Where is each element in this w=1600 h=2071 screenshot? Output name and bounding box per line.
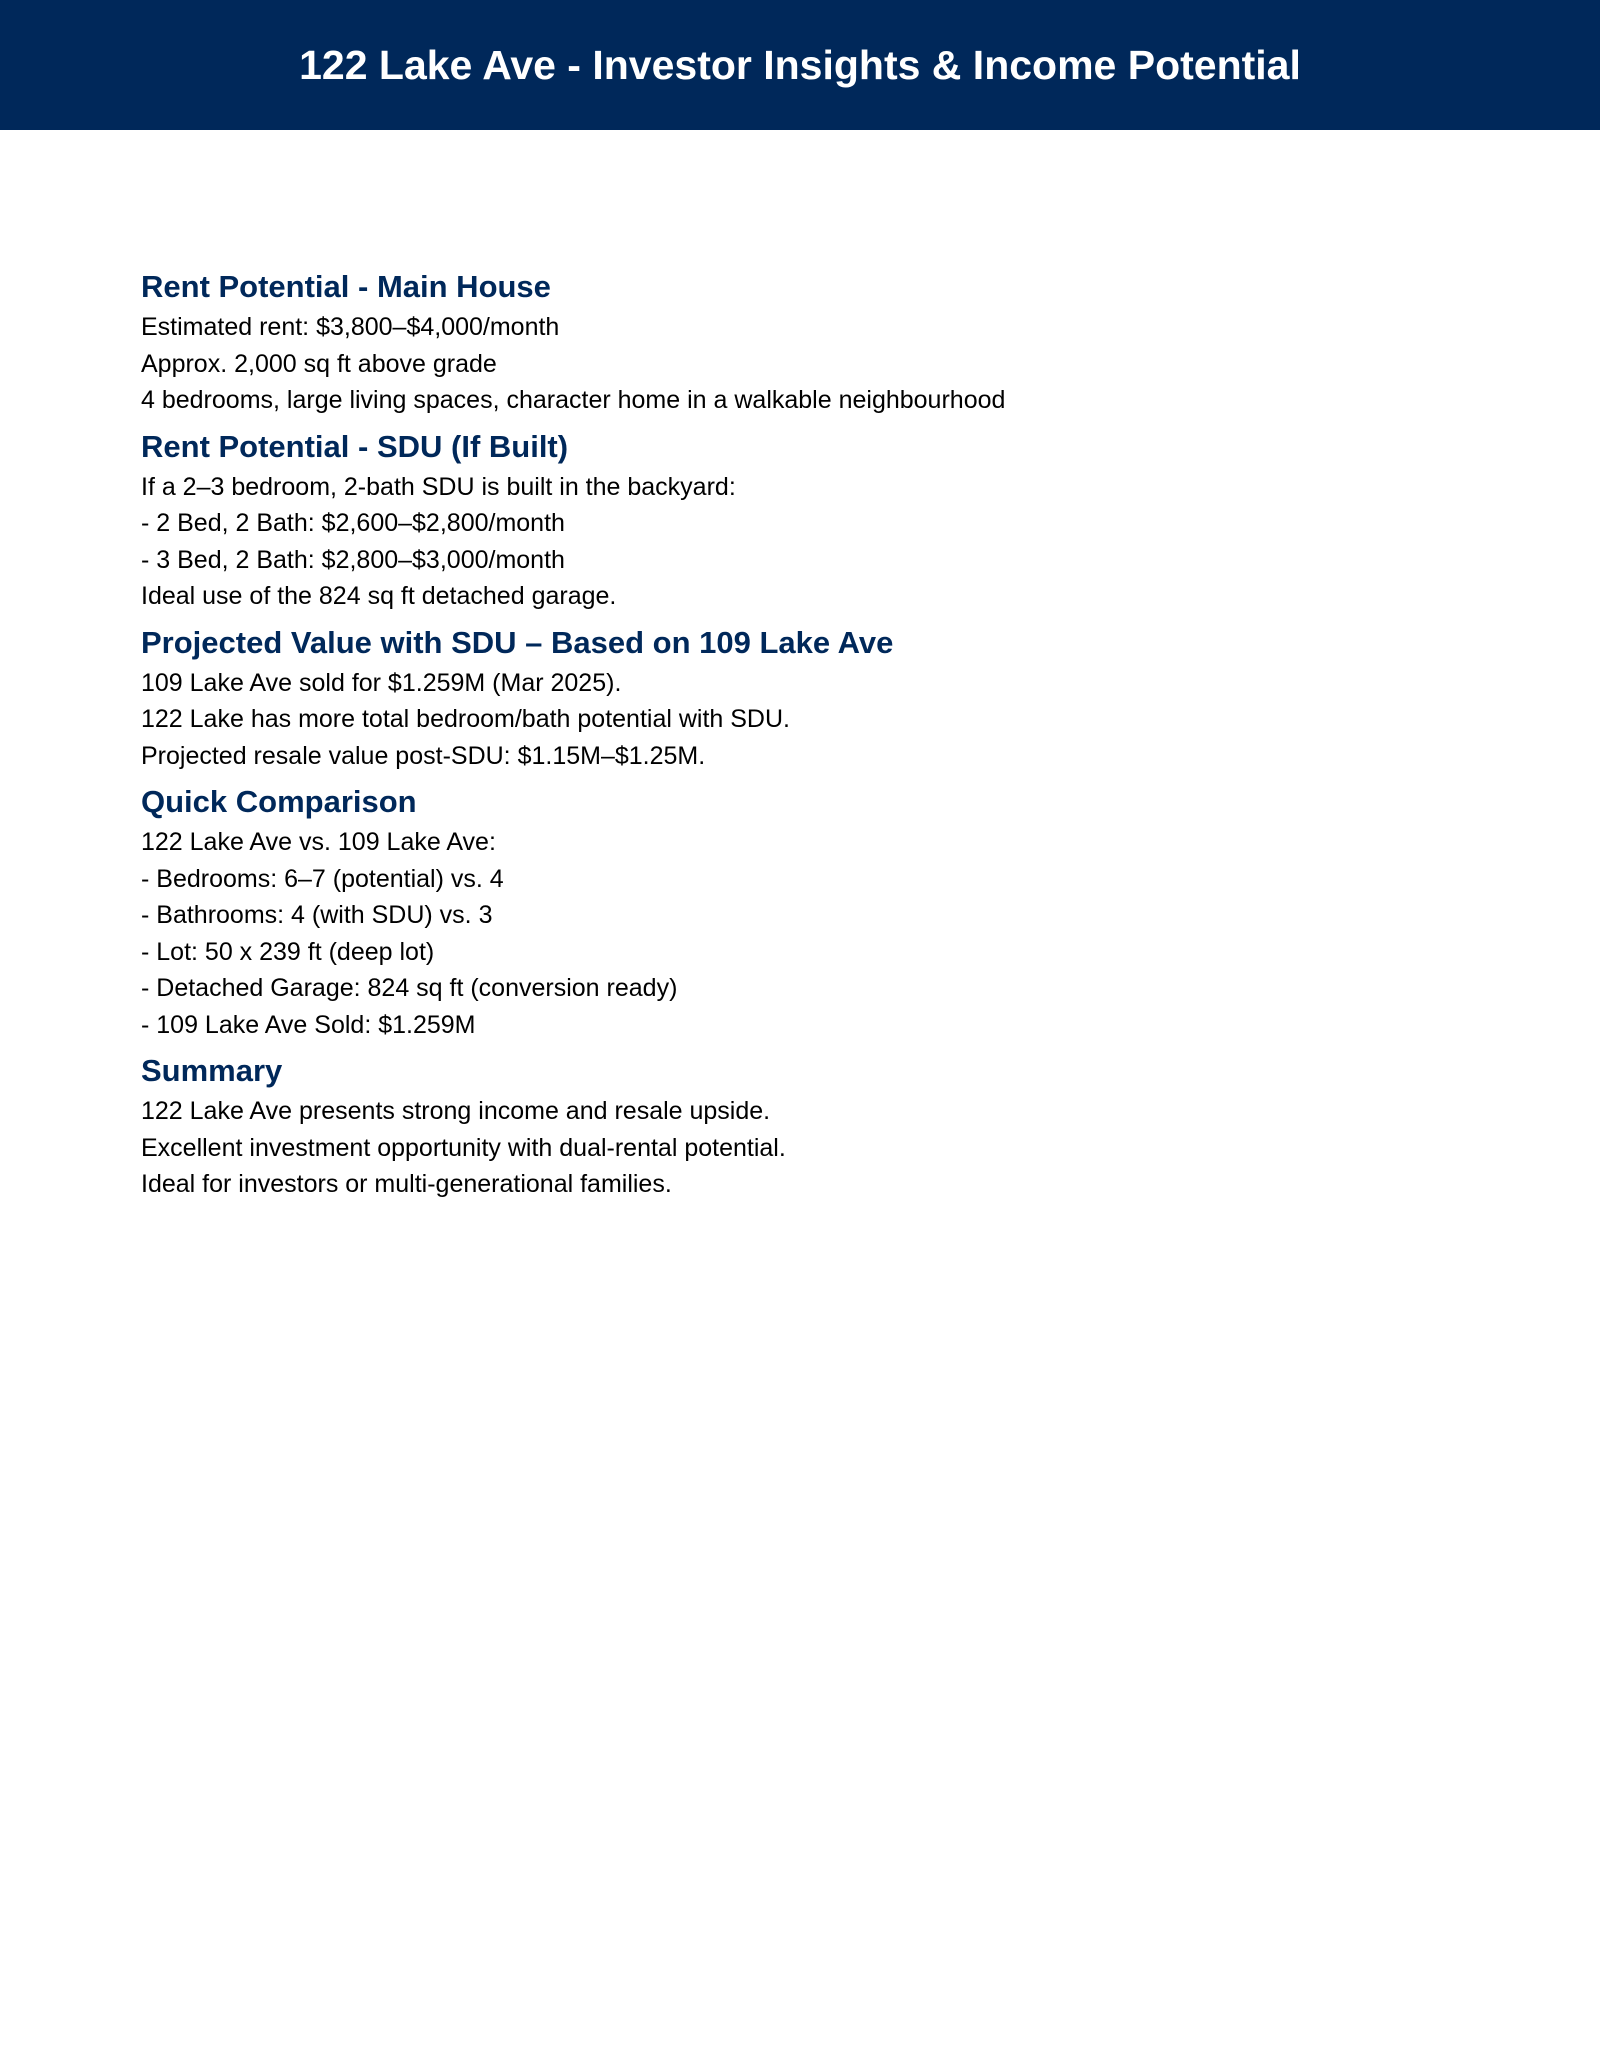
body-line: - 2 Bed, 2 Bath: $2,600–$2,800/month — [141, 509, 565, 537]
section-heading: Rent Potential - Main House — [141, 269, 551, 304]
body-line: Approx. 2,000 sq ft above grade — [141, 349, 497, 378]
body-line: Ideal for investors or multi-generational families. — [141, 1170, 672, 1198]
section-heading: Quick Comparison — [141, 784, 417, 819]
section-quick-comparison — [141, 780, 1521, 1043]
body-line: - Lot: 50 x 239 ft (deep lot) — [141, 937, 435, 966]
body-line: Projected resale value post-SDU: $1.15M–$1.25M. — [141, 741, 706, 770]
section-heading: Summary — [141, 1053, 283, 1088]
section-heading: Rent Potential - SDU (If Built) — [141, 428, 569, 464]
body-line: 122 Lake Ave vs. 109 Lake Ave: — [141, 828, 496, 856]
body-line: If a 2–3 bedroom, 2-bath SDU is built in the backyard: — [141, 472, 736, 501]
body-line: - 3 Bed, 2 Bath: $2,800–$3,000/month — [141, 545, 565, 574]
body-line: 109 Lake Ave sold for $1.259M (Mar 2025). — [141, 668, 622, 697]
body-line: - Detached Garage: 824 sq ft (conversion ready) — [141, 974, 678, 1002]
body-line: Estimated rent: $3,800–$4,000/month — [141, 313, 560, 341]
body-line: - 109 Lake Ave Sold: $1.259M — [141, 1010, 476, 1039]
body-line: Excellent investment opportunity with dual-rental potential. — [141, 1133, 786, 1162]
body-line: 4 bedrooms, large living spaces, character home in a walkable neighbourhood — [141, 386, 1006, 414]
section-summary — [141, 1049, 1521, 1203]
body-line: - Bedrooms: 6–7 (potential) vs. 4 — [141, 864, 504, 893]
section-heading: Projected Value with SDU – Based on 109 Lake Ave — [141, 624, 894, 660]
title-banner — [0, 0, 1600, 130]
section-rent-main-house — [141, 265, 1521, 419]
body-line: - Bathrooms: 4 (with SDU) vs. 3 — [141, 901, 493, 929]
document-body — [141, 265, 1521, 1209]
page-title: 122 Lake Ave - Investor Insights & Income Potential — [299, 41, 1301, 88]
section-projected-value — [141, 621, 1521, 775]
body-line: Ideal use of the 824 sq ft detached garage. — [141, 582, 617, 610]
section-rent-sdu — [141, 425, 1521, 615]
body-line: 122 Lake Ave presents strong income and resale upside. — [141, 1097, 771, 1125]
body-line: 122 Lake has more total bedroom/bath potential with SDU. — [141, 705, 790, 733]
